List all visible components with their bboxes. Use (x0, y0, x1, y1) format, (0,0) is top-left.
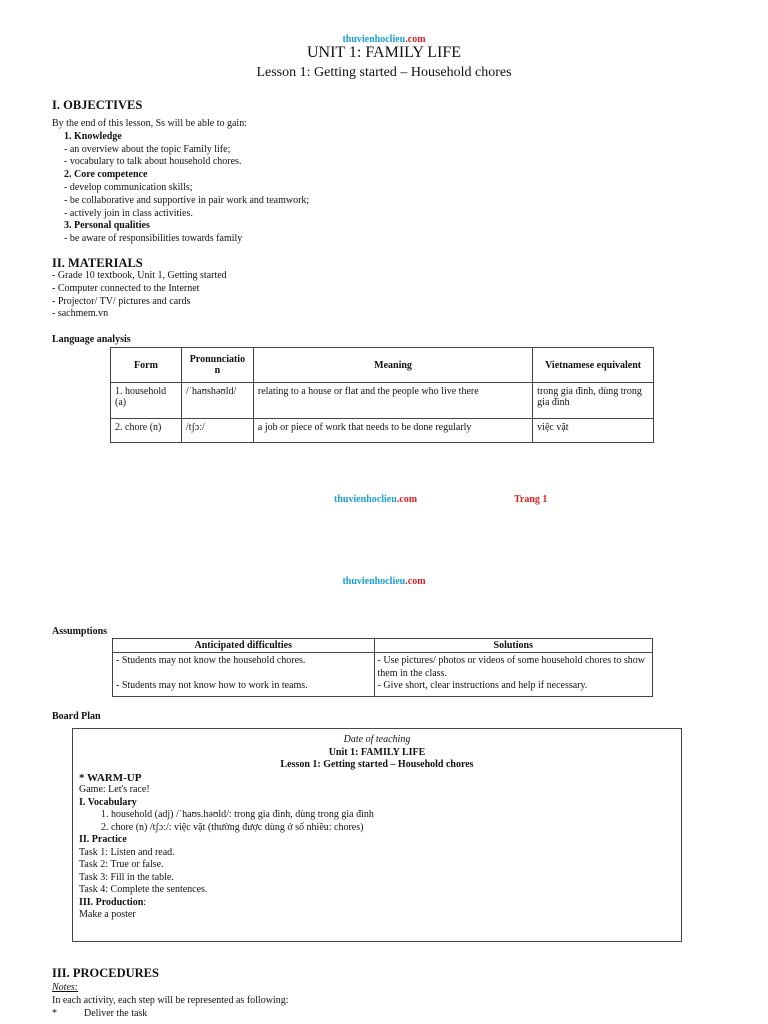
board-plan-box (72, 728, 682, 942)
header-form: Form (111, 348, 182, 383)
solution-item: - Give short, clear instructions and help if necessary. (377, 680, 588, 691)
board-plan-heading: Board Plan (52, 711, 101, 722)
board-vocab-item: 2. chore (n) /tʃɔː/: việc vặt (thường được dùng ở số nhiều: chores) (101, 821, 364, 833)
board-task: Task 1: Listen and read. (79, 846, 175, 858)
header-pronunciation: Pronunciatio n (181, 348, 253, 383)
procedures-bullet: * (52, 1007, 57, 1019)
materials-list (52, 270, 712, 321)
board-production-colon: : (143, 896, 147, 908)
cell-meaning: relating to a house or flat and the people who live there (253, 383, 532, 419)
knowledge-heading: 1. Knowledge (64, 130, 122, 142)
cell-pronunciation: /ˈhaʊshəʊld/ (181, 383, 253, 419)
brand-part1: thuvienhoclieu (342, 34, 406, 45)
cell-pronunciation: /tʃɔː/ (181, 419, 253, 443)
cell-form: 2. chore (n) (111, 419, 182, 443)
board-warmup: Game: Let's race! (79, 784, 150, 795)
knowledge-item: - an overview about the topic Family life; (64, 143, 231, 155)
table-row (111, 419, 654, 443)
table-header-row (111, 348, 654, 383)
table-row (113, 653, 653, 697)
difficulty-item: - Students may not know the household chores. (116, 655, 306, 666)
materials-item: - Grade 10 textbook, Unit 1, Getting started (52, 270, 227, 281)
board-practice-heading: II. Practice (79, 834, 127, 845)
board-lesson: Lesson 1: Getting started – Household chores (280, 759, 474, 770)
personal-item: - be aware of responsibilities towards family (64, 233, 243, 245)
core-item: - actively join in class activities. (64, 207, 193, 219)
board-task: Task 3: Fill in the table. (79, 871, 174, 883)
procedures-intro: In each activity, each step will be represented as following: (52, 994, 289, 1006)
procedures-heading: III. PROCEDURES (52, 966, 159, 980)
board-unit: Unit 1: FAMILY LIFE (328, 746, 426, 758)
board-task: Task 4: Complete the sentences. (79, 884, 208, 895)
knowledge-item: - vocabulary to talk about household chores. (64, 156, 242, 168)
brand-part1: thuvienhoclieu (334, 494, 397, 505)
materials-item: - Projector/ TV/ pictures and cards (52, 295, 191, 307)
page-number: Trang 1 (514, 494, 548, 505)
board-production-heading: III. Production (79, 896, 144, 908)
page2-header-brand (0, 576, 768, 587)
cell-vietnamese: trong gia đình, dùng trong gia đình (533, 383, 654, 419)
core-heading: 2. Core competence (64, 169, 148, 181)
lesson-title: Lesson 1: Getting started – Household chores (256, 65, 512, 80)
difficulties-cell (113, 653, 375, 697)
table-row (111, 383, 654, 419)
header-solutions: Solutions (374, 639, 652, 653)
solutions-cell (374, 653, 652, 697)
objectives-heading: I. OBJECTIVES (52, 98, 143, 112)
cell-meaning: a job or piece of work that needs to be done regularly (253, 419, 532, 443)
cell-vietnamese: việc vặt (533, 419, 654, 443)
header-meaning: Meaning (253, 348, 532, 383)
footer-brand (334, 494, 417, 505)
objectives-intro: By the end of this lesson, Ss will be able to gain: (52, 118, 247, 129)
board-vocab-heading: I. Vocabulary (79, 796, 137, 808)
page-title: UNIT 1: FAMILY LIFE (306, 44, 462, 61)
assumptions-heading: Assumptions (52, 626, 108, 637)
board-warmup-heading: * WARM-UP (79, 771, 142, 784)
core-item: - be collaborative and supportive in pair work and teamwork; (64, 194, 310, 206)
materials-item: - Computer connected to the Internet (52, 282, 200, 294)
board-date: Date of teaching (343, 734, 411, 745)
core-item: - develop communication skills; (64, 181, 193, 193)
header-difficulties: Anticipated difficulties (113, 639, 375, 653)
procedures-body (52, 982, 712, 1020)
procedures-step: Deliver the task (84, 1007, 148, 1019)
materials-item: - sachmem.vn (52, 308, 109, 320)
objectives-body (52, 118, 712, 246)
board-production: Make a poster (79, 909, 136, 920)
language-analysis-table (110, 347, 654, 443)
assumptions-table (112, 638, 653, 697)
board-task: Task 2: True or false. (79, 859, 164, 870)
solution-item: - Use pictures/ photos or videos of some household chores to show them in the class. (377, 655, 645, 679)
brand-part1: thuvienhoclieu (342, 576, 406, 587)
difficulty-item: - Students may not know how to work in teams. (116, 679, 308, 691)
header-vietnamese: Vietnamese equivalent (533, 348, 654, 383)
brand-part2: .com (405, 34, 426, 45)
procedures-notes: Notes: (52, 982, 79, 993)
personal-heading: 3. Personal qualities (64, 220, 150, 232)
table-header-row (113, 639, 653, 653)
language-analysis-heading: Language analysis (52, 334, 131, 345)
brand-part2: .com (405, 576, 426, 587)
materials-heading: II. MATERIALS (52, 256, 143, 270)
cell-form: 1. household (a) (111, 383, 182, 419)
brand-part2: .com (396, 494, 418, 505)
board-vocab-item: 1. household (adj) /ˈhaʊs.həʊld/: trong gia đình, dùng trong gia đình (101, 809, 374, 820)
